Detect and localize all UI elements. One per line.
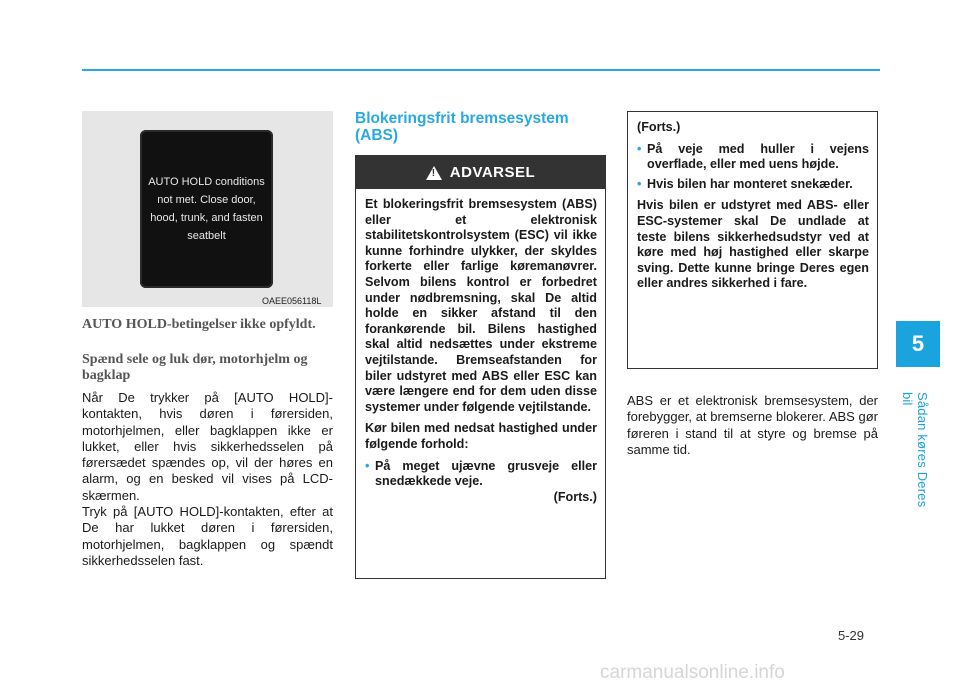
warning-triangle-icon bbox=[426, 166, 442, 180]
continued-warning-box bbox=[627, 111, 878, 369]
bullet-icon: • bbox=[365, 458, 370, 473]
heading-seatbelt: Spænd sele og luk dør, motorhjelm og bagklap bbox=[82, 352, 308, 383]
list-item: • Hvis bilen har monteret snekæder. bbox=[637, 176, 853, 191]
warning-label: ADVARSEL bbox=[449, 164, 536, 181]
figure-code: OAEE056118L bbox=[262, 296, 322, 306]
list-item: • På meget ujævne grusveje eller snedækkede veje. bbox=[365, 458, 597, 489]
heading-auto-hold: AUTO HOLD-betingelser ikke opfyldt. bbox=[82, 317, 316, 332]
warning-box bbox=[355, 155, 606, 579]
paragraph-2: Tryk på [AUTO HOLD]-kontakten, efter at De har lukket døren i førersiden, motorhjelmen, bagklappen og spændt sikkerhedsselen fast. bbox=[82, 504, 333, 568]
abs-description: ABS er et elektronisk bremsesystem, der forebygger, at bremserne blokerer. ABS gør føreren i stand til at styre og bremse på samme tid. bbox=[627, 393, 878, 457]
continued-head: (Forts.) bbox=[637, 120, 681, 134]
list-item: • På veje med huller i vejens overflade, eller med uens højde. bbox=[637, 141, 869, 172]
paragraph-1: Når De trykker på [AUTO HOLD]-kontakten, hvis døren i førersiden, motorhjelmen, eller bagklappen ikke er lukket, eller hvis sikkerhedsselen på førersædet spændes op, vil der høres en alarm, og en besked vil vises på LCD-skærmen. bbox=[82, 390, 333, 503]
warning-header bbox=[356, 156, 605, 189]
warning-text: Et blokeringsfrit bremsesystem (ABS) eller et elektronisk stabilitetskontrolsystem (ESC) vil ikke kunne forhindre ulykker, der skyldes forkerte eller farlige køremanøvrer. Selvom bilens kontrol er forbedret under nødbremsning, skal De altid holde en sikker afstand til den forankørende bil. Bilens hastighed skal altid nedsættes under ekstreme vejtilstande. Bremseafstanden for biler udstyret med ABS eller ESC kan være længere end for dem uden disse systemer under følgende vejtilstande. bbox=[365, 197, 597, 414]
bullet-icon: • bbox=[637, 176, 642, 191]
page-number: 5-29 bbox=[838, 628, 865, 643]
warning-conditions: Kør bilen med nedsat hastighed under følgende forhold: bbox=[365, 421, 597, 451]
section-title: Blokeringsfrit bremsesystem (ABS) bbox=[355, 110, 569, 144]
bullet-icon: • bbox=[637, 141, 642, 156]
lcd-display bbox=[140, 130, 273, 288]
continued-paragraph: Hvis bilen er udstyret med ABS- eller ESC-systemer skal De undlade at teste bilens sikkerhedsudstyr ved at køre med høj hastighed eller skarpe sving. Dette kunne bringe Deres egen eller andres sikkerhed i fare. bbox=[637, 198, 869, 291]
header-rule bbox=[82, 69, 880, 71]
watermark: carmanualsonline.info bbox=[600, 662, 785, 683]
chapter-title: Sådan køres Deres bil bbox=[900, 392, 930, 508]
chapter-tab: 5 bbox=[896, 321, 940, 367]
continued-label: (Forts.) bbox=[553, 489, 597, 504]
lcd-message: AUTO HOLD conditions not met. Close door, hood, trunk, and fasten seatbelt bbox=[148, 176, 265, 242]
